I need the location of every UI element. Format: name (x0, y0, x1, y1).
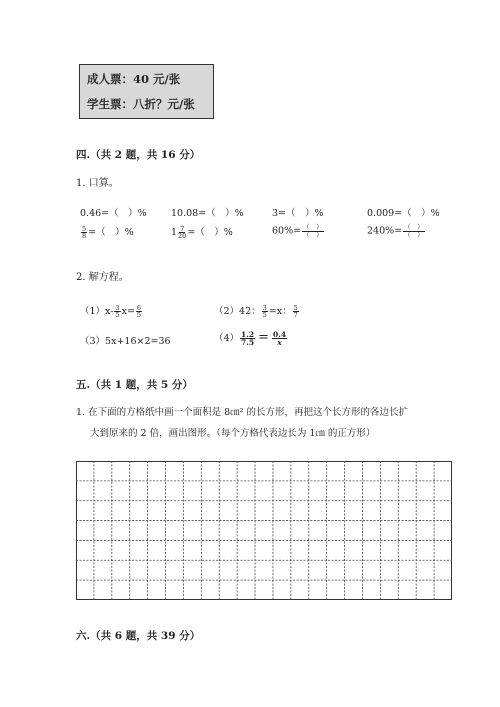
equation-1: （1）x- $\frac{3}{5}$ x= $\frac{6}{5}$ (80, 303, 142, 319)
question-text-line: 1. 在下面的方格纸中画一个面积是 8㎝² 的长方形，再把这个长方形的各边长扩 (76, 407, 408, 418)
fraction: $\frac{6}{5}$ (136, 303, 142, 319)
mental-math-item: 60%= $\frac{( )}{( )}$ (272, 223, 323, 239)
section-5-title: 五.（共 1 题，共 5 分） (76, 379, 193, 391)
equation-2: （2）42： $\frac{3}{5}$ =x： $\frac{5}{7}$ (214, 303, 298, 319)
equation-3: （3）5x+16×2=36 (80, 336, 171, 347)
fraction: $\frac{3}{5}$ (262, 303, 267, 319)
fraction: $\frac{0.4}{x}$ (273, 329, 287, 347)
question-1-title: 1. 口算。 (76, 178, 119, 189)
mental-math-item: $\frac{5}{8}$ =（ ）% (82, 224, 134, 240)
section-6-title: 六.（共 6 题，共 39 分） (76, 630, 201, 642)
mental-math-item: 0.46=（ ）% (80, 208, 147, 219)
blank-fraction: $\frac{( )}{( )}$ (303, 223, 323, 239)
grid-border (77, 462, 452, 600)
question-text-line: 大到原来的 2 倍，画出图形。（每个方格代表边长为 1㎝ 的正方形） (90, 428, 376, 439)
ticket-price-box (79, 64, 214, 119)
fraction: $\frac{5}{7}$ (293, 303, 298, 319)
adult-ticket-price: 成人票：40 元/张 (87, 72, 181, 86)
fraction: $\frac{7}{20}$ (178, 224, 187, 240)
section-4-title: 四.（共 2 题，共 16 分） (76, 149, 201, 161)
fraction: $\frac{1.2}{7.5}$ (241, 329, 255, 347)
mental-math-item: 1 $\frac{7}{20}$ =（ ）% (171, 224, 233, 240)
fraction: $\frac{5}{8}$ (82, 224, 87, 240)
blank-fraction: $\frac{( )}{( )}$ (404, 223, 424, 239)
question-2-title: 2. 解方程。 (76, 272, 129, 283)
mental-math-item: 10.08=（ ）% (171, 208, 244, 219)
mental-math-item: 3=（ ）% (272, 208, 324, 219)
mental-math-item: 0.009=（ ）% (367, 208, 440, 219)
student-ticket-price: 学生票：八折？元/张 (87, 97, 195, 111)
equation-4: （4） $\frac{1.2}{7.5}$ = $\frac{0.4}{x}$ (214, 329, 287, 347)
fraction: $\frac{3}{5}$ (115, 303, 120, 319)
grid-paper[interactable] (76, 461, 452, 600)
mental-math-item: 240%= $\frac{( )}{( )}$ (367, 223, 424, 239)
